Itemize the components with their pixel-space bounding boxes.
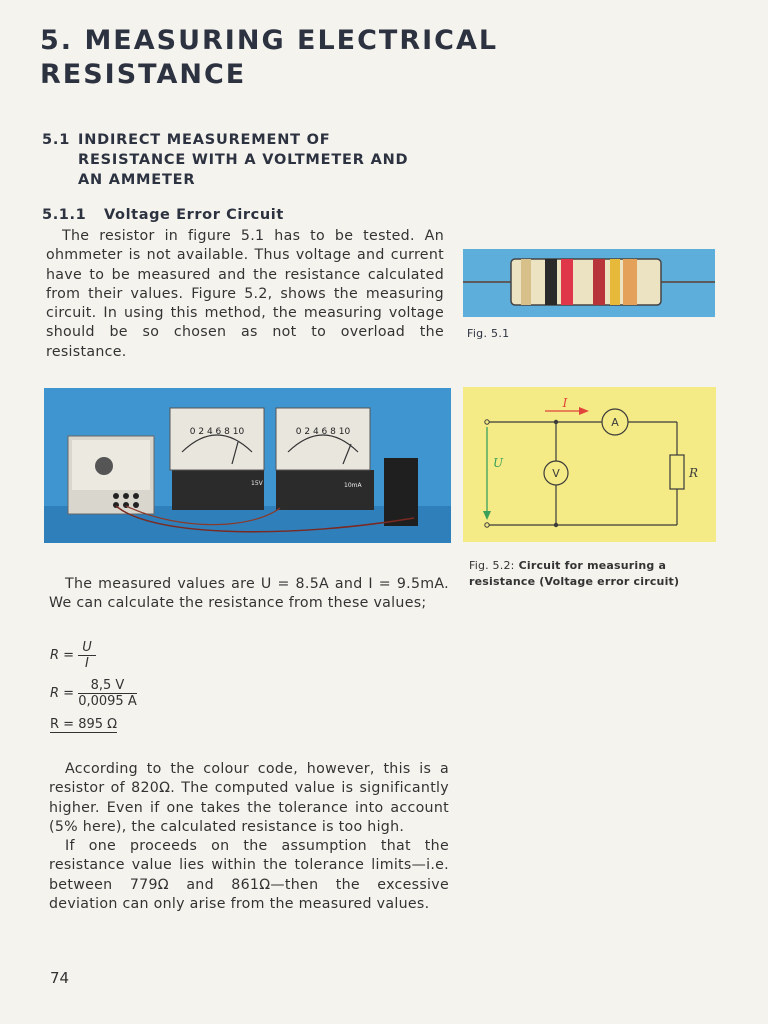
voltmeter-label: V [552, 467, 560, 480]
subsection-number: 5.1.1 [42, 207, 87, 223]
tolerance-paragraph: If one proceeds on the assumption that the resistance value lies within the tolerance limits—i.e. between 779Ω and 861Ω—then the excessive deviation can only arise from the measured values. [49, 838, 449, 913]
fig-5-2-caption-text: Circuit for measuring a resistance (Voltage error circuit) [469, 559, 680, 588]
meter1-range: 15V [251, 480, 263, 487]
subsection-heading [42, 207, 284, 223]
measured-values-block [49, 575, 449, 614]
formula-2-denominator: 0,0095 A [78, 694, 137, 709]
section-number: 5.1 [42, 132, 71, 148]
current-label: I [562, 396, 568, 410]
fig-5-2-caption [469, 558, 715, 590]
section-title-line-1: INDIRECT MEASUREMENT OF [78, 132, 331, 148]
intro-paragraph-block [46, 227, 444, 362]
fig-5-1-label: Fig. 5.1 [467, 327, 510, 340]
meter2-scale: 0 2 4 6 8 10 [295, 427, 351, 437]
section-heading [42, 130, 408, 190]
resistor-label: R [689, 466, 699, 480]
resistor-figure [463, 249, 715, 317]
formula-1-numerator: U [78, 640, 96, 656]
circuit-diagram [463, 387, 716, 542]
formula-1 [50, 640, 96, 671]
formula-3-result: R = 895 Ω [50, 717, 118, 732]
formula-2-numerator: 8,5 V [78, 678, 137, 694]
formula-2 [50, 678, 137, 709]
meter2-range: 10mA [344, 482, 362, 489]
measurement-setup-photo [44, 388, 451, 543]
colour-code-paragraph: According to the colour code, however, this is a resistor of 820Ω. The computed value is significantly higher. Even if one takes the tolerance into account (5% here), the calculated resistance is too high. [49, 761, 449, 835]
formula-2-fraction [78, 678, 137, 709]
section-title-line-2: RESISTANCE WITH A VOLTMETER AND [78, 152, 409, 168]
formula-2-lhs: R = [50, 686, 75, 701]
chapter-title-line-2: RESISTANCE [40, 59, 247, 90]
section-title-line-3: AN AMMETER [78, 172, 196, 188]
voltage-label: U [493, 456, 504, 470]
chapter-title-line-1: 5. MEASURING ELECTRICAL [40, 25, 499, 56]
subsection-title: Voltage Error Circuit [104, 207, 284, 223]
page-number: 74 [50, 969, 70, 987]
formula-1-denominator: I [85, 656, 89, 671]
formula-1-fraction [78, 640, 96, 671]
fig-5-2-label: Fig. 5.2: [469, 559, 515, 572]
meter1-scale: 0 2 4 6 8 10 [189, 427, 245, 437]
intro-paragraph: The resistor in figure 5.1 has to be tested. An ohmmeter is not available. Thus voltage and current have to be measured and the resistance calculated from their values. Figure 5.2, shows the measuring circuit. In using this method, the measuring voltage should be so chosen as not to overload the resistance. [46, 228, 444, 360]
conclusion-block [49, 760, 449, 914]
ammeter-label: A [611, 416, 619, 429]
formula-1-lhs: R = [50, 648, 75, 663]
chapter-title [40, 24, 498, 92]
measured-values-paragraph: The measured values are U = 8.5A and I = 9.5mA. We can calculate the resistance from these values; [49, 576, 449, 612]
